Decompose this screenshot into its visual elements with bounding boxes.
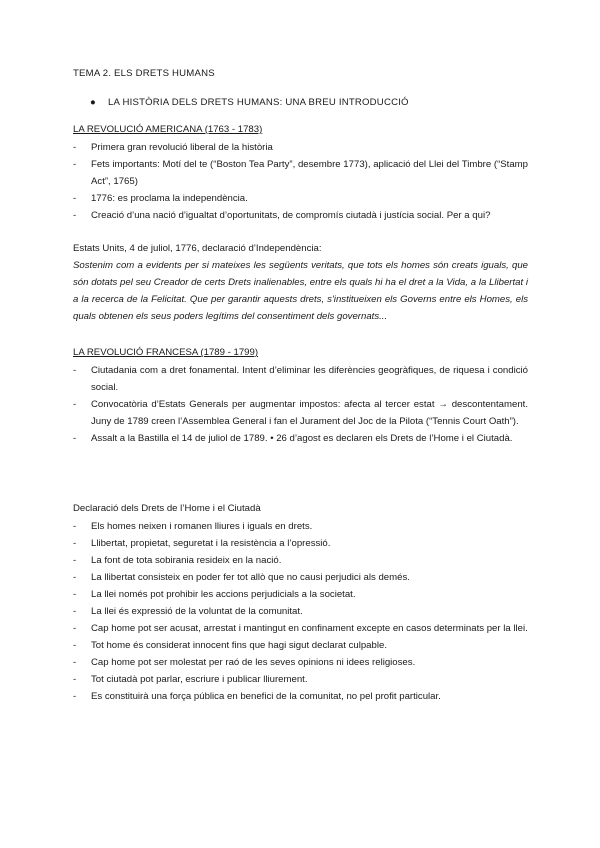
list-item-text: La llei és expressió de la voluntat de la comunitat. — [91, 606, 303, 617]
list-item — [73, 586, 528, 603]
dash-marker: - — [73, 159, 77, 170]
list-item — [73, 430, 528, 447]
list-item-text: Es constituirà una força pública en benefici de la comunitat, no pel profit particular. — [91, 691, 441, 702]
list-item-text: Assalt a la Bastilla el 14 de juliol de 1789. • 26 d’agost es declaren els Drets de l’Home i el Ciutadà. — [91, 433, 513, 444]
dash-marker: - — [73, 555, 77, 566]
list-item-text: La llei només pot prohibir les accions perjudicials a la societat. — [91, 589, 356, 600]
list-item — [73, 518, 528, 535]
list-item-text: Cap home pot ser acusat, arrestat i mantingut en confinament excepte en casos determinats per la llei. — [91, 623, 528, 634]
rights-declaration-heading: Declaració dels Drets de l’Home i el Ciutadà — [73, 503, 261, 514]
list-item-text: 1776: es proclama la independència. — [91, 193, 248, 204]
list-item — [73, 569, 528, 586]
french-revolution-heading: LA REVOLUCIÓ FRANCESA (1789 - 1799) — [73, 347, 259, 358]
list-item — [73, 535, 528, 552]
dash-marker: - — [73, 606, 77, 617]
document-title: TEMA 2. ELS DRETS HUMANS — [73, 68, 215, 79]
list-item-text: Fets importants: Motí del te (“Boston Tea Party”, desembre 1773), aplicació del Llei del Timbre (“Stamp Act”, 1765) — [91, 159, 528, 187]
american-revolution-list — [73, 139, 528, 224]
dash-marker: - — [73, 433, 77, 444]
french-revolution-section — [73, 346, 528, 447]
declaration-quote: Sostenim com a evidents per si mateixes les següents veritats, que tots els homes són creats iguals, que són dotats pel seu Creador de certs Drets inalienables, entre els quals hi ha el dret a la Vida, a la Llibertat i a la recerca de la Felicitat. Que per garantir aquests drets, s'institueixen els Governs entre els Homes, els quals obtenen els seus poders legítims del consentiment dels governats... — [73, 260, 528, 322]
list-item — [73, 620, 528, 637]
dash-marker: - — [73, 538, 77, 549]
list-item-text: Primera gran revolució liberal de la història — [91, 142, 273, 153]
dash-marker: - — [73, 572, 77, 583]
list-item-text: Convocatòria d’Estats Generals per augmentar impostos: afecta al tercer estat → descontentament. Juny de 1789 creen l’Assemblea General i fan el Jurament del Joc de la Pilota (“Tennis Court Oath”). — [91, 399, 528, 427]
declaration-intro: Estats Units, 4 de juliol, 1776, declaració d’Independència: — [73, 243, 322, 254]
list-item-text: Creació d’una nació d’igualtat d’oportunitats, de compromís ciutadà i justícia social. Per a qui? — [91, 210, 491, 221]
list-item-text: Els homes neixen i romanen lliures i iguals en drets. — [91, 521, 313, 532]
list-item — [73, 139, 528, 156]
dash-marker: - — [73, 193, 77, 204]
dash-marker: - — [73, 142, 77, 153]
list-item-text: Ciutadania com a dret fonamental. Intent d’eliminar les diferències geogràfiques, de riquesa i condició social. — [91, 365, 528, 393]
dash-marker: - — [73, 657, 77, 668]
independence-declaration — [73, 240, 528, 325]
list-item — [73, 637, 528, 654]
dash-marker: - — [73, 691, 77, 702]
rights-declaration-list — [73, 518, 528, 705]
list-item — [73, 190, 528, 207]
dash-marker: - — [73, 521, 77, 532]
list-item — [73, 156, 528, 190]
list-item — [73, 654, 528, 671]
list-item — [73, 396, 528, 430]
list-item-text: Tot ciutadà pot parlar, escriure i publicar lliurement. — [91, 674, 308, 685]
list-item-text: La font de tota sobirania resideix en la nació. — [91, 555, 282, 566]
subtitle-text: LA HISTÒRIA DELS DRETS HUMANS: UNA BREU INTRODUCCIÓ — [108, 97, 409, 108]
dash-marker: - — [73, 640, 77, 651]
bullet-icon: ● — [90, 97, 96, 108]
list-item — [73, 603, 528, 620]
american-revolution-section — [73, 123, 528, 224]
list-item-text: La llibertat consisteix en poder fer tot allò que no causi perjudici als demés. — [91, 572, 410, 583]
rights-declaration-section — [73, 502, 528, 705]
american-revolution-heading: LA REVOLUCIÓ AMERICANA (1763 - 1783) — [73, 124, 263, 135]
dash-marker: - — [73, 589, 77, 600]
list-item — [73, 688, 528, 705]
list-item-text: Cap home pot ser molestat per raó de les seves opinions ni idees religioses. — [91, 657, 416, 668]
list-item-text: Tot home és considerat innocent fins que hagi sigut declarat culpable. — [91, 640, 387, 651]
dash-marker: - — [73, 365, 77, 376]
list-item — [73, 671, 528, 688]
list-item — [73, 362, 528, 396]
french-revolution-list — [73, 362, 528, 447]
dash-marker: - — [73, 674, 77, 685]
dash-marker: - — [73, 399, 77, 410]
list-item — [73, 552, 528, 569]
document-subtitle — [90, 97, 530, 108]
dash-marker: - — [73, 623, 77, 634]
dash-marker: - — [73, 210, 77, 221]
list-item — [73, 207, 528, 224]
list-item-text: Llibertat, propietat, seguretat i la resistència a l’opressió. — [91, 538, 331, 549]
